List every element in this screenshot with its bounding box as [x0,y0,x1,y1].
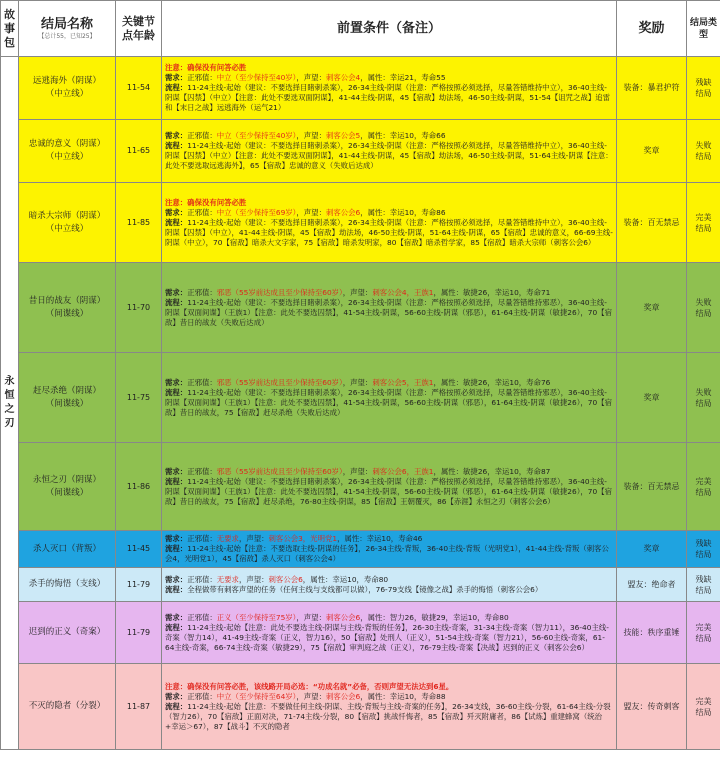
condition-line: 流程：11-24主线-起始（建议：不要选择目睹刺杀案），26-34主线-阴谋（注意：严格按照必须选择，尽量答错维持邪恶），36-40主线-阴谋【双面间谍】（王族1）【注意：此处不要选囚禁】，41-54主线-阴谋，56-60主线-阴谋（邪恶），61-64主线-阴谋（敏捷26），70【宿敌】昔日的战友，75【宿敌】赶尽杀绝，76-80主线-阴谋，85【宿敌】王朝覆灭，86【赤涯】永恒之刃（刺客公会6） [165,476,612,506]
table-row [1,183,720,263]
condition-line: 流程：全程做带有刺客声望的任务（任何主线与支线都可以做），76-79支线【镜像之战】杀手的悔悟（刺客公会6） [165,584,543,594]
condition-line: 注意：确保没有问答必胜，该线路开局必选：“功成名就”必备，否则声望无法达到6星。 [165,681,454,691]
reward: 奖章 [617,120,687,183]
condition-line: 需求：正邪值：中立（至少保持至69岁），声望：刺客公会6，属性：幸运10，寿命86 [165,207,446,217]
condition-line: 需求：正邪值：中立（至少保持至40岁），声望：刺客公会5，属性：幸运10，寿命66 [165,131,446,140]
key-age: 11-86 [116,443,162,531]
ending-name: 不灭的隐者（分裂） [19,664,116,750]
condition-line: 需求：正邪值：无要求，声望：刺客公会6，属性：幸运10，寿命80 [165,574,389,584]
conditions [162,120,617,183]
ending-type: 完美 结局 [687,664,720,750]
condition-line: 需求：正邪值：无要求，声望：刺客公会3，光明党1，属性：幸运10，寿命46 [165,534,423,543]
table-row [1,57,720,120]
key-age: 11-45 [116,531,162,568]
condition-line: 注意：确保没有问答必胜 [165,197,247,207]
reward: 奖章 [617,353,687,443]
conditions [162,602,617,664]
table-row [1,443,720,531]
key-age: 11-87 [116,664,162,750]
header-name-label: 结局名称 [40,16,93,32]
table-row [1,353,720,443]
key-age: 11-85 [116,183,162,263]
table-row [1,120,720,183]
ending-type: 完美 结局 [687,183,720,263]
ending-name: 杀人灭口（背叛） [19,531,116,568]
key-age: 11-54 [116,57,162,120]
condition-line: 流程：11-24主线-起始【注意：此处不要选主线-阴谋与主线-背叛的任务】，26-30主线-奇案，31-34主线-奇案（智力11），36-40主线-奇案（智力14），41-49主线-奇案（正义，智力16），50【宿敌】处刑人（正义），51-54主线-奇案（智力21），56-60主线-奇案，61-64主线-奇案，66-74主线-奇案（敏捷29），75【宿敌】审判庭之战（正义），76-79主线-奇案【决战】迟到的正义（刺客公会6） [165,622,609,652]
conditions [162,443,617,531]
reward: 盟友：传奇刺客 [617,664,687,750]
conditions [162,664,617,750]
ending-type: 完美 结局 [687,443,720,531]
key-age: 11-75 [116,353,162,443]
condition-line: 流程：11-24主线-起始【注意：不要选取主线-阴谋的任务】，26-34主线-背叛，36-40主线-背叛（光明党1），41-44主线-背叛（刺客公会4，光明党1），45【宿敌】杀人灭口（刺客公会4） [165,544,609,563]
ending-name: 昔日的战友（阴谋） （间谍线） [19,263,116,353]
ending-type: 残缺 结局 [687,57,720,120]
header-age: 关键节点年龄 [116,1,162,57]
condition-line: 流程：11-24主线-起始（建议：不要选择目睹刺杀案），26-34主线-阴谋（注意：严格按照必须选择，尽量答错维持中立），36-40主线-阴谋【囚禁】（中立）【注意：此处不要选双面阴谋】，41-44主线-阴谋，45【宿敌】劫法场，46-50主线-阴谋，51-64主线-阴谋【注意：此处不要选取远逃海外】，65【宿敌】忠诚的意义（失败后达成） [165,141,613,170]
header-reward: 奖励 [617,1,687,57]
ending-type: 失败 结局 [687,263,720,353]
reward: 技能：秩序重锤 [617,602,687,664]
table-row [1,568,720,602]
condition-line: 需求：正邪值：中立（至少保持至64岁），声望：刺客公会6，属性：幸运10，寿命88 [165,691,446,701]
condition-line: 需求：正邪值：邪恶（55岁前达成且至少保持至60岁），声望：刺客公会5，王族1，属性：敏捷26，幸运10，寿命76 [165,377,551,387]
conditions [162,568,617,602]
ending-name: 忠诚的意义（阴谋） （中立线） [19,120,116,183]
table-row [1,263,720,353]
header-cond: 前置条件（备注） [162,1,617,57]
table-body [1,57,720,750]
condition-line: 需求：正邪值：邪恶（55岁前达成且至少保持至60岁），声望：刺客公会4，王族1，属性：敏捷26，幸运10，寿命71 [165,287,551,297]
key-age: 11-70 [116,263,162,353]
ending-name: 暗杀大宗师（阴谋） （中立线） [19,183,116,263]
header-row [1,1,720,57]
table-row [1,602,720,664]
conditions [162,57,617,120]
pack-name: 永恒之刃 [1,57,19,750]
ending-name: 迟到的正义（奇案） [19,602,116,664]
condition-line: 需求：正邪值：中立（至少保持至40岁），声望：刺客公会4，属性：幸运21，寿命55 [165,73,446,82]
condition-line: 需求：正邪值：正义（至少保持至75岁），声望：刺客公会6，属性：智力26，敏捷29，幸运10，寿命80 [165,612,509,622]
ending-type: 残缺 结局 [687,531,720,568]
header-type: 结局类型 [687,1,720,57]
condition-line: 流程：11-24主线-起始（建议：不要选择目睹刺杀案），26-34主线-阴谋（注意：严格按照必须选择，尽量答错维持中立），36-40主线-阴谋【囚禁】（中立）【注意：此处不要选双面阴谋】，41-44主线-阴谋，45【宿敌】劫法场，46-50主线-阴谋，51-54【诅咒之战】追雷和【末日之战】远逃海外（运气21） [165,83,610,112]
header-name [19,1,116,57]
ending-name: 杀手的悔悟（支线） [19,568,116,602]
condition-line: 流程：11-24主线-起始（建议：不要选择目睹刺杀案），26-34主线-阴谋（注意：严格按照必须选择，尽量答错维持中立），36-40主线-阴谋【囚禁】（中立），41-44主线-阴谋，45【宿敌】劫法场，46-50主线-阴谋，51-64主线-阴谋，65【宿敌】忠诚的意义，66-69主线-阴谋（中立），70【宿敌】暗杀大文字家，75【宿敌】暗杀发明家，80【宿敌】暗杀哲学家，85【宿敌】暗杀大宗师（刺客公会6） [165,217,613,247]
condition-line: 需求：正邪值：邪恶（55岁前达成且至少保持至60岁），声望：刺客公会6，王族1，属性：敏捷26，幸运10，寿命87 [165,466,551,476]
header-name-sub: 【总计55，已知25】 [38,32,96,40]
ending-type: 失败 结局 [687,120,720,183]
conditions [162,183,617,263]
reward: 装备：百无禁忌 [617,443,687,531]
condition-line: 流程：11-24主线-起始（建议：不要选择目睹刺杀案），26-34主线-阴谋（注意：严格按照必须选择，尽量答错维持邪恶），36-40主线-阴谋【双面间谍】（王族1）【注意：此处不要选囚禁】，41-54主线-阴谋，56-60主线-阴谋（邪恶），61-64主线-阴谋（敏捷26），70【宿敌】昔日的战友（失败后达成） [165,297,612,327]
condition-line: 流程：11-24主线-起始【注意：不要做任何主线-阴谋、主线-背叛与主线-奇案的任务】，26-34支线，36-60主线-分裂，61-64主线-分裂（智力26），70【宿敌】正面对决，71-74主线-分裂，80【宿敌】挑战忏悔者，85【宿敌】歼灭附庸者，86【试炼】重建蜂窝（统治+幸运＞67），87【战斗】不灭的隐者 [165,701,611,731]
table-row [1,664,720,750]
ending-name: 赶尽杀绝（阴谋） （间谍线） [19,353,116,443]
ending-type: 残缺 结局 [687,568,720,602]
conditions [162,531,617,568]
table-row [1,531,720,568]
conditions [162,353,617,443]
condition-line: 流程：11-24主线-起始（建议：不要选择目睹刺杀案），26-34主线-阴谋（注意：严格按照必须选择，尽量答错维持邪恶），36-40主线-阴谋【双面间谍】（王族1）【注意：此处不要选囚禁】，41-54主线-阴谋，56-60主线-阴谋（邪恶），61-64主线-阴谋（敏捷26），70【宿敌】昔日的战友，75【宿敌】赶尽杀绝（失败后达成） [165,387,612,417]
reward: 奖章 [617,531,687,568]
ending-name: 远逃海外（阴谋） （中立线） [19,57,116,120]
reward: 装备：百无禁忌 [617,183,687,263]
ending-name: 永恒之刃（阴谋） （间谍线） [19,443,116,531]
key-age: 11-79 [116,568,162,602]
reward: 盟友：绝命者 [617,568,687,602]
key-age: 11-65 [116,120,162,183]
reward: 奖章 [617,263,687,353]
key-age: 11-79 [116,602,162,664]
header-pack: 故事包 [1,1,19,57]
conditions [162,263,617,353]
condition-line: 注意：确保没有问答必胜 [165,63,247,72]
reward: 装备：暴君护符 [617,57,687,120]
ending-type: 失败 结局 [687,353,720,443]
ending-type: 完美 结局 [687,602,720,664]
